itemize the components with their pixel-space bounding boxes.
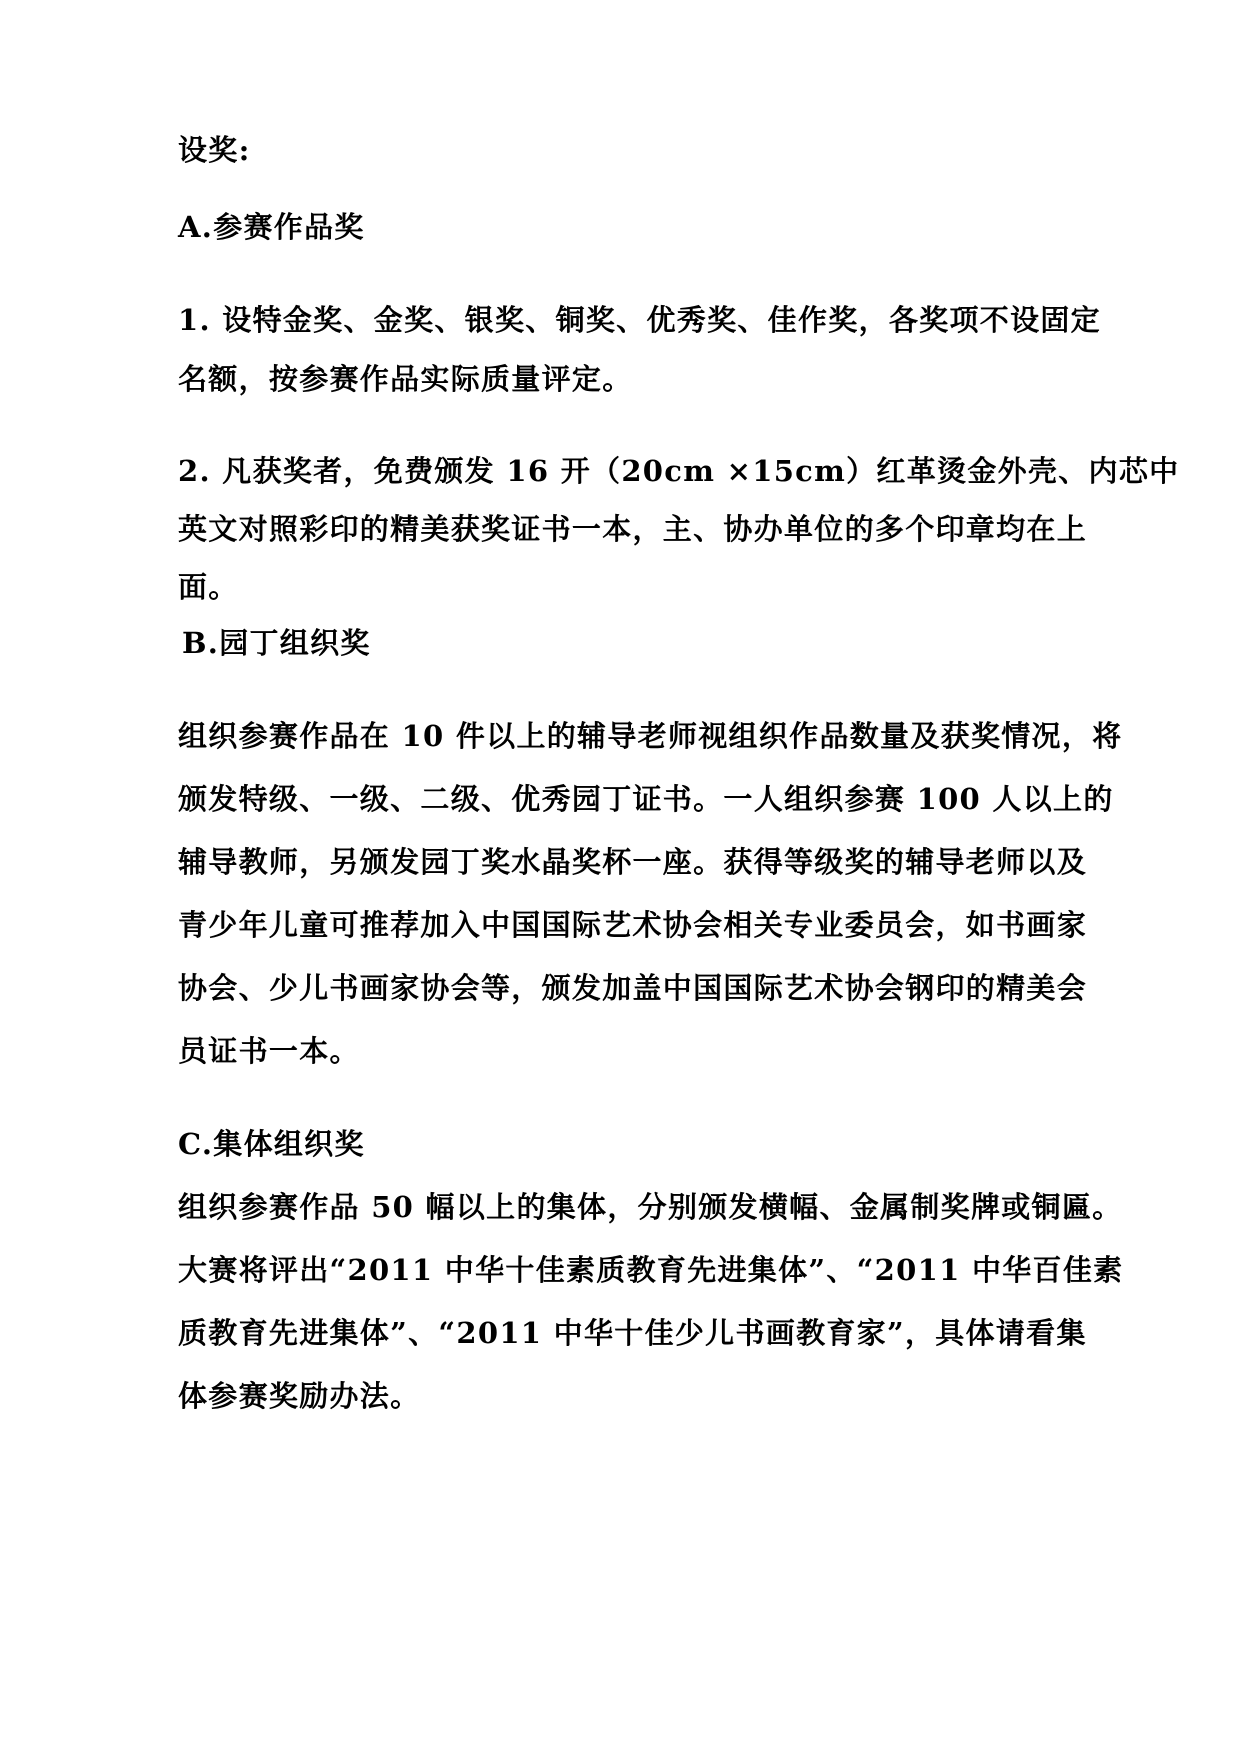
section-b-line-1: 组织参赛作品在 10 件以上的辅导老师视组织作品数量及获奖情况，将 [178, 719, 1123, 753]
section-a-title: A.参赛作品奖 [178, 210, 365, 244]
section-b-title: B.园丁组织奖 [182, 626, 371, 660]
section-b-line-2: 颁发特级、一级、二级、优秀园丁证书。一人组织参赛 100 人以上的 [178, 782, 1114, 816]
section-a-item2-line-3: 面。 [178, 570, 239, 604]
section-c-line-3: 质教育先进集体”、“2011 中华十佳少儿书画教育家”，具体请看集 [178, 1316, 1087, 1350]
section-b-line-5: 协会、少儿书画家协会等，颁发加盖中国国际艺术协会钢印的精美会 [178, 971, 1088, 1005]
section-c-title: C.集体组织奖 [178, 1127, 365, 1161]
section-c-line-4: 体参赛奖励办法。 [178, 1379, 421, 1413]
section-a-item2-line-1: 2. 凡获奖者，免费颁发 16 开（20cm ×15cm）红革烫金外壳、内芯中 [178, 454, 1180, 488]
section-b-line-4: 青少年儿童可推荐加入中国国际艺术协会相关专业委员会，如书画家 [178, 908, 1088, 942]
section-c-line-2: 大赛将评出“2011 中华十佳素质教育先进集体”、“2011 中华百佳素 [178, 1253, 1124, 1287]
section-a-item1-line-1: 1. 设特金奖、金奖、银奖、铜奖、优秀奖、佳作奖，各奖项不设固定 [178, 303, 1101, 337]
section-a-item2-line-2: 英文对照彩印的精美获奖证书一本，主、协办单位的多个印章均在上 [178, 512, 1088, 546]
awards-heading: 设奖: [178, 133, 251, 167]
section-a-item1-line-2: 名额，按参赛作品实际质量评定。 [178, 362, 633, 396]
section-c-line-1: 组织参赛作品 50 幅以上的集体，分别颁发横幅、金属制奖牌或铜匾。 [178, 1190, 1123, 1224]
section-b-line-6: 员证书一本。 [178, 1034, 360, 1068]
section-b-line-3: 辅导教师，另颁发园丁奖水晶奖杯一座。获得等级奖的辅导老师以及 [178, 845, 1088, 879]
